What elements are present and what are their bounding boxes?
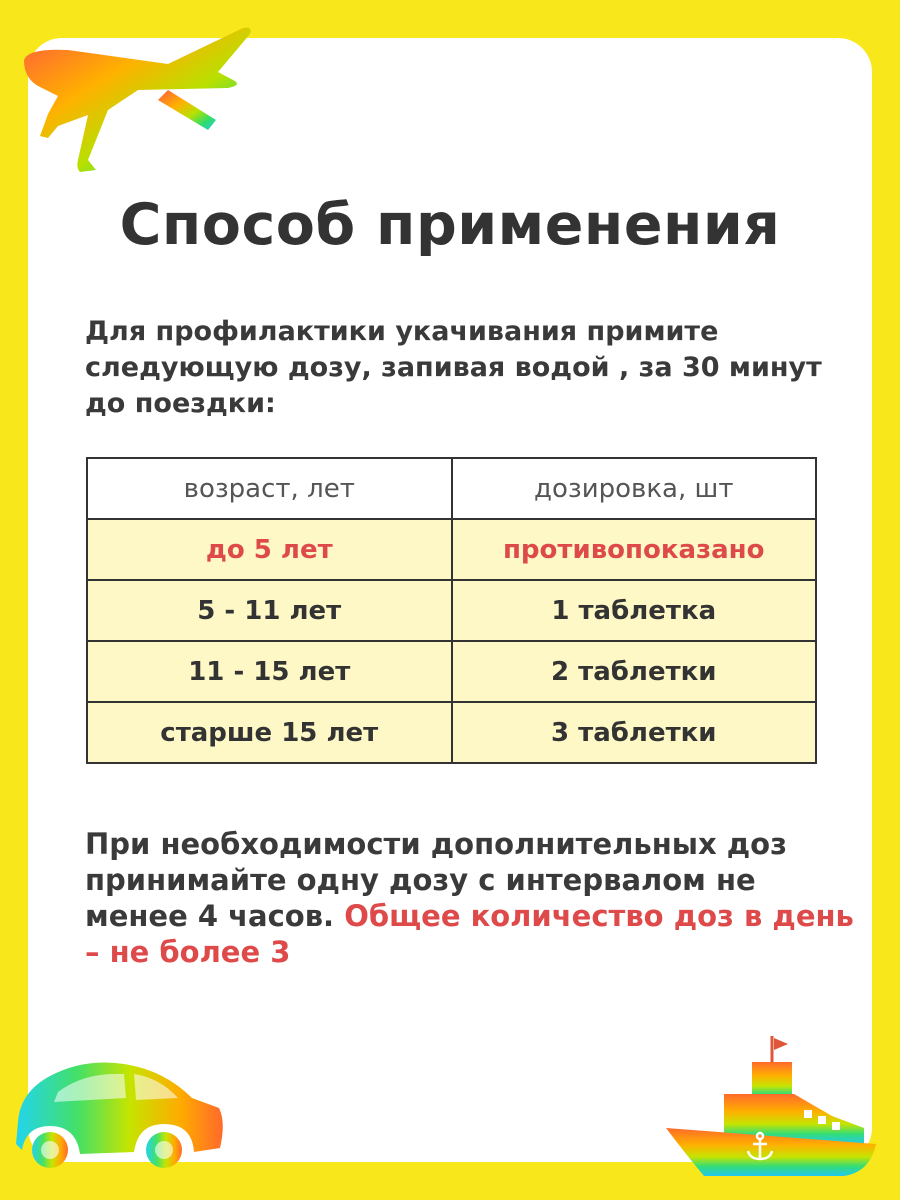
header-dosage: дозировка, шт — [452, 458, 817, 519]
dosage-table — [86, 457, 817, 764]
dose-cell: 2 таблетки — [452, 641, 817, 702]
age-cell: 11 - 15 лет — [87, 641, 452, 702]
table-row — [87, 519, 816, 580]
car-icon — [14, 1052, 229, 1174]
dose-cell: 1 таблетка — [452, 580, 817, 641]
dosage-note — [85, 826, 855, 970]
table-header-row — [87, 458, 816, 519]
note-text: При необходимости дополнительных доз принимайте одну дозу с интервалом не менее 4 часов. — [85, 827, 787, 933]
dose-cell: 3 таблетки — [452, 702, 817, 763]
intro-text: Для профилактики укачивания примите следующую дозу, запивая водой , за 30 минут до поездки: — [85, 316, 822, 419]
header-age: возраст, лет — [87, 458, 452, 519]
anchor-icon — [744, 1131, 776, 1163]
page-title: Способ применения — [119, 192, 781, 258]
age-cell: 5 - 11 лет — [87, 580, 452, 641]
table-row — [87, 641, 816, 702]
table-row — [87, 580, 816, 641]
table-row — [87, 702, 816, 763]
dose-cell: противопоказано — [452, 519, 817, 580]
note-highlight: Общее количество доз в день – не более 3 — [85, 899, 854, 969]
airplane-icon — [18, 20, 263, 175]
age-cell: до 5 лет — [87, 519, 452, 580]
age-cell: старше 15 лет — [87, 702, 452, 763]
